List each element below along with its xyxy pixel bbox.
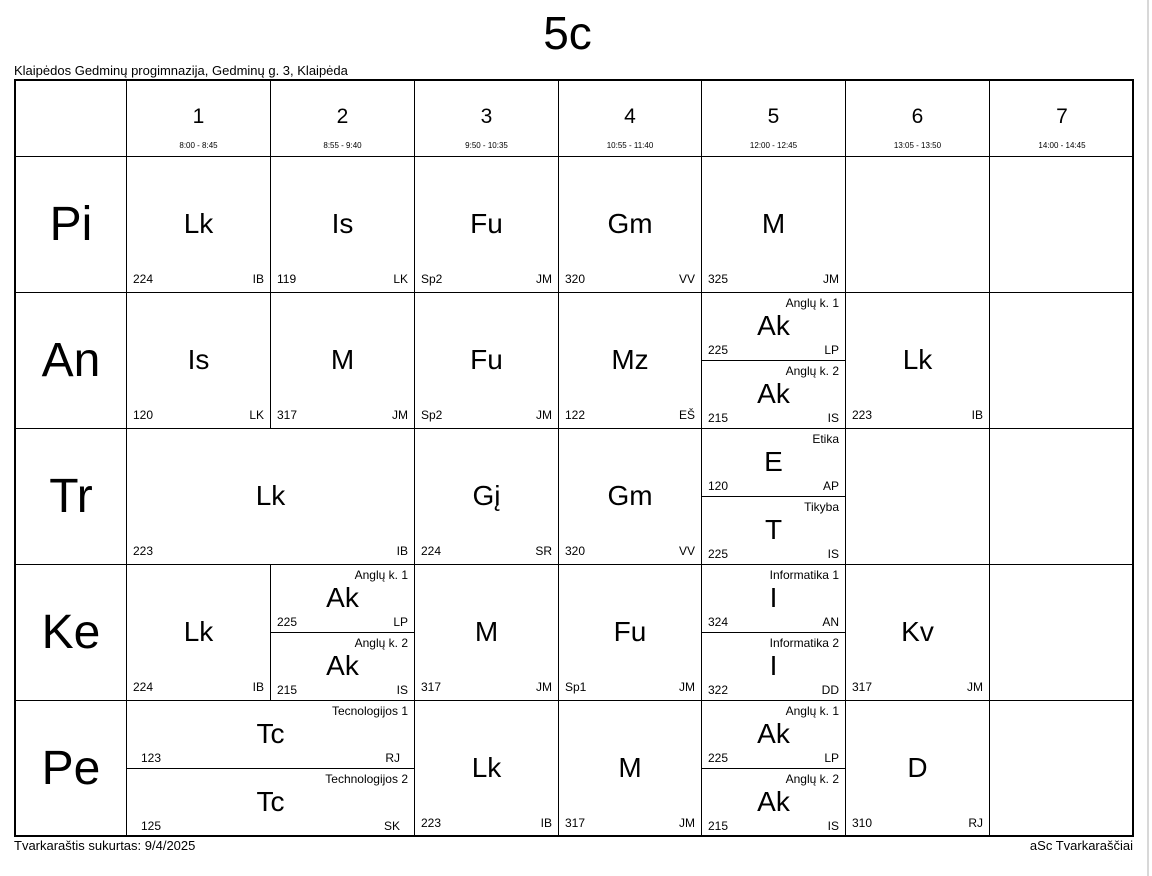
teacher-initials: IB (971, 408, 983, 422)
lesson-cell[interactable] (415, 429, 559, 565)
room-number: 324 (708, 615, 729, 629)
period-header (990, 81, 1134, 157)
lesson-cell[interactable] (702, 701, 846, 769)
lesson-cell[interactable] (702, 361, 846, 429)
subject-code: Kv (901, 616, 934, 647)
room-number: 125 (141, 819, 162, 833)
school-name: Klaipėdos Gedminų progimnazija, Gedminų g. 3, Klaipėda (14, 63, 348, 78)
teacher-initials: DD (821, 683, 839, 697)
teacher-initials: JM (392, 408, 408, 422)
empty-cell (846, 157, 990, 293)
room-number: 223 (421, 816, 442, 830)
day-label (16, 157, 127, 293)
lesson-cell[interactable] (702, 293, 846, 361)
lesson-cell[interactable] (702, 565, 846, 633)
period-number: 2 (336, 105, 349, 128)
lesson-cell[interactable] (559, 565, 702, 701)
subject-code: Lk (183, 616, 214, 647)
room-number: 225 (708, 547, 729, 561)
group-name: Anglų k. 2 (354, 636, 408, 650)
teacher-initials: JM (967, 680, 983, 694)
lesson-cell[interactable] (415, 157, 559, 293)
group-name: Informatika 2 (769, 636, 839, 650)
empty-cell (990, 157, 1134, 293)
subject-code: Mz (611, 344, 649, 375)
room-number: 224 (421, 544, 442, 558)
teacher-initials: IB (252, 680, 264, 694)
empty-cell (990, 565, 1134, 701)
period-number: 6 (911, 105, 924, 128)
subject-code: M (618, 752, 642, 783)
period-header (415, 81, 559, 157)
teacher-initials: IB (252, 272, 264, 286)
empty-cell (990, 293, 1134, 429)
timetable-grid (14, 79, 1134, 837)
empty-cell (990, 701, 1134, 837)
lesson-cell[interactable] (415, 565, 559, 701)
period-header (846, 81, 990, 157)
teacher-initials: IB (540, 816, 552, 830)
teacher-initials: LK (249, 408, 264, 422)
room-number: 120 (133, 408, 154, 422)
subject-code: Ak (757, 718, 790, 749)
lesson-cell[interactable] (415, 293, 559, 429)
brand-label: aSc Tvarkaraščiai (1029, 838, 1133, 853)
room-number: Sp2 (421, 272, 443, 286)
lesson-cell[interactable] (702, 769, 846, 837)
lesson-cell[interactable] (127, 769, 415, 837)
subject-code: Gm (607, 208, 653, 239)
room-number: 225 (277, 615, 298, 629)
lesson-cell[interactable] (846, 565, 990, 701)
subject-code: I (769, 650, 778, 681)
room-number: 224 (133, 272, 154, 286)
lesson-cell[interactable] (127, 701, 415, 769)
subject-code: I (769, 582, 778, 613)
subject-code: Ak (757, 786, 790, 817)
subject-code: Ak (757, 378, 790, 409)
teacher-initials: IS (827, 547, 839, 561)
subject-code: Fu (470, 208, 503, 239)
room-number: 224 (133, 680, 154, 694)
subject-code: M (474, 616, 499, 647)
teacher-initials: LP (824, 343, 839, 357)
subject-code: Fu (613, 616, 647, 647)
group-name: Anglų k. 1 (354, 568, 408, 582)
day-name: Pe (41, 742, 101, 795)
lesson-cell[interactable] (846, 293, 990, 429)
subject-code: Gį (472, 480, 501, 511)
teacher-initials: VV (678, 272, 695, 286)
room-number: 215 (277, 683, 298, 697)
room-number: 225 (708, 343, 729, 357)
room-number: 215 (708, 411, 729, 425)
room-number: 325 (708, 272, 729, 286)
group-name: Anglų k. 2 (785, 772, 839, 786)
period-time: 10:55 - 11:40 (606, 141, 654, 150)
teacher-initials: VV (678, 544, 695, 558)
lesson-cell[interactable] (271, 565, 415, 633)
page-edge-line (1147, 0, 1149, 876)
period-time: 8:00 - 8:45 (179, 141, 218, 150)
empty-cell (990, 429, 1134, 565)
period-number: 7 (1056, 105, 1068, 128)
subject-code: D (907, 752, 928, 783)
period-time: 9:50 - 10:35 (465, 141, 508, 150)
lesson-cell[interactable] (559, 157, 702, 293)
teacher-initials: JM (536, 408, 552, 422)
room-number: 310 (852, 816, 873, 830)
period-header (127, 81, 271, 157)
teacher-initials: AN (822, 615, 839, 629)
teacher-initials: JM (536, 680, 552, 694)
subject-code: Lk (183, 208, 214, 239)
room-number: 225 (708, 751, 729, 765)
lesson-cell[interactable] (702, 497, 846, 565)
lesson-cell[interactable] (127, 429, 415, 565)
group-name: Informatika 1 (769, 568, 839, 582)
room-number: 317 (852, 680, 873, 694)
teacher-initials: JM (536, 272, 552, 286)
teacher-initials: IS (827, 819, 839, 833)
lesson-cell[interactable] (271, 633, 415, 701)
group-name: Anglų k. 2 (785, 364, 839, 378)
subject-code: Lk (902, 344, 933, 375)
teacher-initials: SK (383, 819, 400, 833)
subject-code: E (764, 446, 783, 477)
room-number: 322 (708, 683, 729, 697)
day-label (16, 293, 127, 429)
day-name: An (41, 334, 101, 387)
period-number: 4 (624, 105, 636, 128)
subject-code: Lk (255, 480, 286, 511)
subject-code: Gm (607, 480, 653, 511)
subject-code: M (761, 208, 786, 239)
room-number: 320 (565, 272, 586, 286)
day-name: Ke (41, 606, 101, 659)
group-name: Technologijos 2 (325, 772, 408, 786)
lesson-cell[interactable] (702, 429, 846, 497)
subject-code: Ak (326, 582, 359, 613)
corner-cell (16, 81, 127, 157)
subject-code: Tc (256, 786, 285, 817)
lesson-cell[interactable] (702, 157, 846, 293)
subject-code: Lk (471, 752, 502, 783)
teacher-initials: LP (393, 615, 408, 629)
room-number: 120 (708, 479, 729, 493)
subject-code: Fu (470, 344, 503, 375)
room-number: 123 (141, 751, 162, 765)
day-label (16, 701, 127, 837)
period-time: 8:55 - 9:40 (323, 141, 362, 150)
group-name: Anglų k. 1 (785, 296, 839, 310)
teacher-initials: SR (535, 544, 552, 558)
room-number: 223 (852, 408, 873, 422)
lesson-cell[interactable] (559, 429, 702, 565)
day-label (16, 429, 127, 565)
teacher-initials: LK (393, 272, 408, 286)
group-name: Anglų k. 1 (785, 704, 839, 718)
subject-code: M (330, 344, 355, 375)
period-time: 14:00 - 14:45 (1038, 141, 1086, 150)
room-number: 317 (565, 816, 586, 830)
period-time: 13:05 - 13:50 (893, 141, 942, 150)
teacher-initials: AP (822, 479, 839, 493)
period-header (271, 81, 415, 157)
subject-code: Is (331, 208, 354, 239)
lesson-cell[interactable] (127, 565, 271, 701)
lesson-cell[interactable] (271, 293, 415, 429)
teacher-initials: IS (827, 411, 839, 425)
subject-code: Tc (256, 718, 285, 749)
lesson-cell[interactable] (415, 701, 559, 837)
day-name: Tr (49, 470, 93, 523)
teacher-initials: JM (679, 680, 695, 694)
room-number: Sp2 (421, 408, 443, 422)
group-name: Tikyba (804, 500, 839, 514)
room-number: 122 (565, 408, 586, 422)
lesson-cell[interactable] (127, 157, 271, 293)
lesson-cell[interactable] (271, 157, 415, 293)
subject-code: T (764, 514, 783, 545)
class-title: 5c (543, 7, 592, 59)
subject-code: Is (187, 344, 210, 375)
room-number: 317 (277, 408, 298, 422)
period-number: 3 (480, 105, 493, 128)
room-number: 317 (421, 680, 442, 694)
created-date: Tvarkaraštis sukurtas: 9/4/2025 (14, 838, 196, 853)
lesson-cell[interactable] (559, 701, 702, 837)
teacher-initials: JM (679, 816, 695, 830)
teacher-initials: IS (396, 683, 408, 697)
lesson-cell[interactable] (846, 701, 990, 837)
room-number: 320 (565, 544, 586, 558)
room-number: 119 (277, 272, 297, 286)
teacher-initials: EŠ (678, 408, 695, 422)
subject-code: Ak (757, 310, 790, 341)
day-label (16, 565, 127, 701)
subject-code: Ak (326, 650, 359, 681)
lesson-cell[interactable] (127, 293, 271, 429)
room-number: 223 (133, 544, 154, 558)
group-name: Etika (812, 432, 839, 446)
period-number: 1 (192, 105, 205, 128)
period-time: 12:00 - 12:45 (749, 141, 798, 150)
room-number: 215 (708, 819, 729, 833)
period-header (702, 81, 846, 157)
lesson-cell[interactable] (702, 633, 846, 701)
teacher-initials: IB (396, 544, 408, 558)
teacher-initials: RJ (968, 816, 983, 830)
empty-cell (846, 429, 990, 565)
teacher-initials: LP (824, 751, 839, 765)
period-header (559, 81, 702, 157)
day-name: Pi (49, 198, 93, 251)
room-number: Sp1 (565, 680, 587, 694)
period-number: 5 (767, 105, 780, 128)
teacher-initials: JM (823, 272, 839, 286)
teacher-initials: RJ (385, 751, 400, 765)
group-name: Tecnologijos 1 (331, 704, 408, 718)
lesson-cell[interactable] (559, 293, 702, 429)
